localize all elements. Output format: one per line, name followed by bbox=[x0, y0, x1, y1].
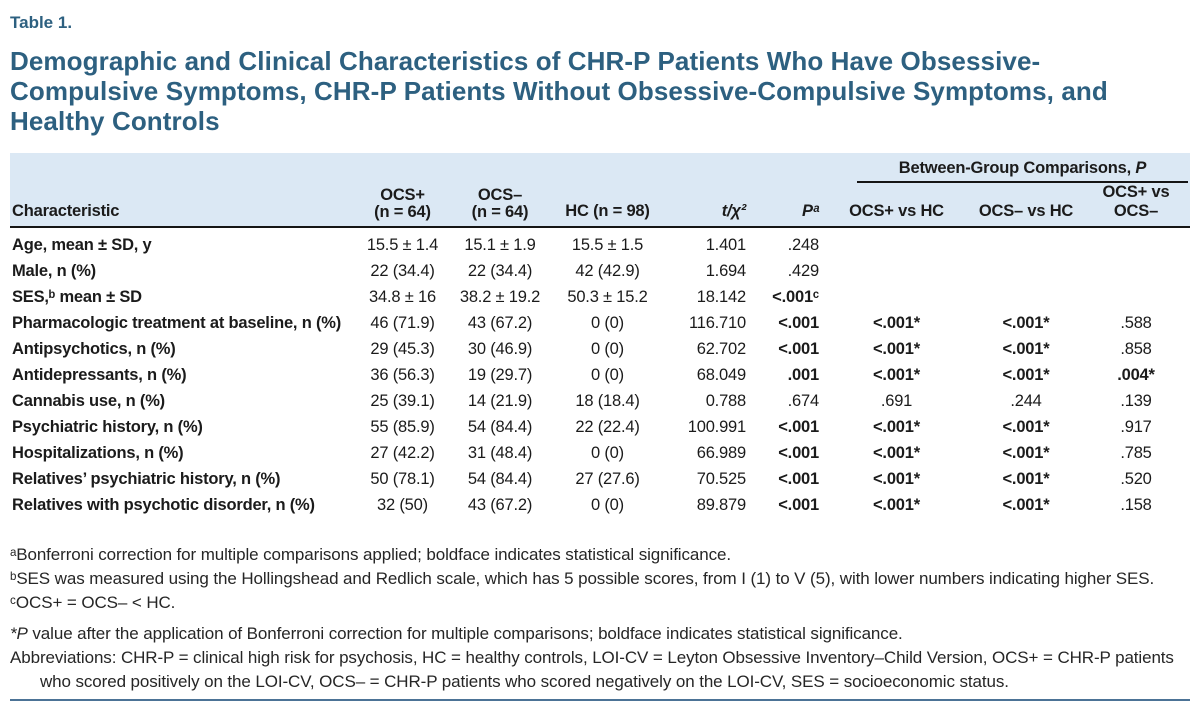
row-label: Relatives’ psychiatric history, n (%) bbox=[12, 469, 281, 488]
cell-p: .674 bbox=[787, 391, 819, 410]
group-header-row bbox=[10, 153, 1190, 183]
cell-t-chi-square: 1.694 bbox=[705, 261, 746, 280]
footnote-a: ᵃBonferroni correction for multiple comparisons applied; boldface indicates statistical significance. bbox=[10, 545, 731, 564]
cell-t-chi-square: 68.049 bbox=[696, 365, 746, 384]
cell-ocs-minus: 43 (67.2) bbox=[467, 495, 533, 514]
cell-ocsminus-vs-hc: <.001* bbox=[1002, 443, 1050, 462]
cell-ocsplus-vs-hc: .691 bbox=[880, 391, 913, 410]
table-body bbox=[10, 227, 1190, 518]
cell-ocsplus-vs-ocsminus bbox=[1082, 284, 1190, 310]
between-group-comparisons-label: Between-Group Comparisons, P bbox=[857, 159, 1188, 183]
cell-ocsminus-vs-hc bbox=[970, 258, 1082, 284]
characteristics-table bbox=[10, 153, 1190, 518]
cell-ocsplus-vs-ocsminus: .158 bbox=[1120, 495, 1152, 514]
table-row bbox=[10, 440, 1190, 466]
cell-t-chi-square: 70.525 bbox=[696, 469, 746, 488]
cell-p: .001 bbox=[787, 365, 819, 384]
cell-ocs-plus: 46 (71.9) bbox=[370, 313, 435, 332]
footnote-abbreviations: Abbreviations: CHR-P = clinical high risk for psychosis, HC = healthy controls, LOI-CV = Leyton Obsessive Inventory–Child Version, OCS+ = CHR-P patients who scored positively on the LOI-CV, OCS– = CHR-P patients who scored negatively on the LOI-CV, SES = socioeconomic status. bbox=[10, 648, 1174, 691]
cell-t-chi-square: 62.702 bbox=[696, 339, 746, 358]
cell-t-chi-square: 100.991 bbox=[687, 417, 746, 436]
row-label: Pharmacologic treatment at baseline, n (%) bbox=[12, 313, 342, 332]
cell-p: <.001ᶜ bbox=[772, 287, 819, 306]
row-label: Relatives with psychotic disorder, n (%) bbox=[12, 495, 315, 514]
cell-ocs-plus: 27 (42.2) bbox=[370, 443, 435, 462]
cell-ocsminus-vs-hc: <.001* bbox=[1002, 495, 1050, 514]
column-header-ocs-plus: OCS+ (n = 64) bbox=[355, 183, 450, 227]
cell-ocsplus-vs-hc: <.001* bbox=[873, 313, 920, 332]
cell-ocsminus-vs-hc: <.001* bbox=[1002, 417, 1050, 436]
cell-ocsplus-vs-ocsminus: .139 bbox=[1120, 391, 1152, 410]
cell-ocsminus-vs-hc bbox=[970, 227, 1082, 258]
table-row bbox=[10, 362, 1190, 388]
row-label: Cannabis use, n (%) bbox=[12, 391, 165, 410]
cell-ocs-minus: 43 (67.2) bbox=[467, 313, 533, 332]
cell-ocsplus-vs-ocsminus: .588 bbox=[1120, 313, 1152, 332]
cell-ocsplus-vs-hc: <.001* bbox=[873, 469, 920, 488]
table-header bbox=[10, 153, 1190, 227]
column-header-ocsminus-vs-hc: OCS– vs HC bbox=[970, 183, 1082, 227]
cell-hc: 42 (42.9) bbox=[575, 261, 640, 280]
table-row bbox=[10, 227, 1190, 258]
cell-t-chi-square: 116.710 bbox=[688, 313, 746, 332]
cell-ocs-plus: 25 (39.1) bbox=[370, 391, 435, 410]
cell-hc: 0 (0) bbox=[591, 313, 624, 332]
table-row bbox=[10, 336, 1190, 362]
cell-hc: 0 (0) bbox=[591, 443, 624, 462]
cell-ocsminus-vs-hc: <.001* bbox=[1002, 339, 1050, 358]
row-label: Antipsychotics, n (%) bbox=[12, 339, 176, 358]
cell-ocs-plus: 34.8 ± 16 bbox=[369, 287, 436, 306]
column-header-ocs-minus: OCS– (n = 64) bbox=[450, 183, 550, 227]
cell-ocs-minus: 14 (21.9) bbox=[467, 391, 533, 410]
table-number-label: Table 1. bbox=[10, 13, 73, 32]
table-row bbox=[10, 284, 1190, 310]
cell-p: <.001 bbox=[778, 469, 819, 488]
cell-ocsminus-vs-hc: <.001* bbox=[1002, 365, 1050, 384]
cell-hc: 22 (22.4) bbox=[575, 417, 640, 436]
cell-hc: 50.3 ± 15.2 bbox=[567, 287, 648, 306]
cell-ocsplus-vs-hc: <.001* bbox=[873, 443, 920, 462]
cell-ocs-minus: 38.2 ± 19.2 bbox=[459, 287, 541, 306]
cell-p: <.001 bbox=[778, 313, 819, 332]
cell-ocsplus-vs-hc: <.001* bbox=[873, 417, 920, 436]
cell-hc: 0 (0) bbox=[591, 495, 624, 514]
column-header-p: Pᵃ bbox=[750, 183, 823, 227]
group-header-spacer bbox=[10, 153, 823, 183]
between-group-comparisons-header bbox=[823, 153, 1190, 183]
cell-t-chi-square: 89.879 bbox=[696, 495, 746, 514]
cell-ocsplus-vs-ocsminus: .917 bbox=[1120, 417, 1152, 436]
cell-t-chi-square: 18.142 bbox=[696, 287, 746, 306]
cell-ocsplus-vs-ocsminus: .520 bbox=[1120, 469, 1152, 488]
column-header-ocsplus-vs-hc: OCS+ vs HC bbox=[823, 183, 970, 227]
cell-p: <.001 bbox=[778, 443, 819, 462]
cell-ocs-plus: 50 (78.1) bbox=[370, 469, 435, 488]
cell-ocsminus-vs-hc: .244 bbox=[1010, 391, 1042, 410]
column-header-row bbox=[10, 183, 1190, 227]
cell-p: <.001 bbox=[778, 339, 819, 358]
column-header-hc: HC (n = 98) bbox=[550, 183, 665, 227]
footnote-asterisk: *P value after the application of Bonferroni correction for multiple comparisons; boldface indicates statistical significance. bbox=[10, 624, 903, 643]
cell-p: <.001 bbox=[778, 495, 819, 514]
cell-ocsplus-vs-hc: <.001* bbox=[873, 339, 920, 358]
cell-ocs-minus: 31 (48.4) bbox=[467, 443, 533, 462]
cell-ocsminus-vs-hc: <.001* bbox=[1002, 469, 1050, 488]
row-label: Hospitalizations, n (%) bbox=[12, 443, 184, 462]
table-row bbox=[10, 388, 1190, 414]
cell-t-chi-square: 0.788 bbox=[705, 391, 746, 410]
table-title-line-1: Demographic and Clinical Characteristics of CHR-P Patients Who Have Obsessive- bbox=[10, 46, 1041, 76]
cell-ocs-minus: 54 (84.4) bbox=[467, 417, 533, 436]
cell-ocsplus-vs-ocsminus: .785 bbox=[1120, 443, 1152, 462]
cell-hc: 27 (27.6) bbox=[575, 469, 640, 488]
cell-ocsplus-vs-ocsminus: .858 bbox=[1120, 339, 1152, 358]
cell-ocs-plus: 55 (85.9) bbox=[370, 417, 435, 436]
cell-p: .429 bbox=[787, 261, 819, 280]
cell-ocsplus-vs-hc bbox=[823, 227, 970, 258]
table-title-line-3: Healthy Controls bbox=[10, 106, 220, 136]
cell-ocs-minus: 15.1 ± 1.9 bbox=[464, 235, 536, 254]
cell-hc: 0 (0) bbox=[591, 339, 624, 358]
table-row bbox=[10, 492, 1190, 518]
row-label: Age, mean ± SD, y bbox=[12, 235, 152, 254]
cell-hc: 0 (0) bbox=[591, 365, 624, 384]
row-label: Male, n (%) bbox=[12, 261, 96, 280]
table-title bbox=[10, 46, 1190, 136]
footnote-b: ᵇSES was measured using the Hollingshead and Redlich scale, which has 5 possible scores, from I (1) to V (5), with lower numbers indicating higher SES. bbox=[10, 569, 1155, 588]
cell-ocs-plus: 29 (45.3) bbox=[370, 339, 435, 358]
cell-p: <.001 bbox=[778, 417, 819, 436]
table-row bbox=[10, 466, 1190, 492]
cell-hc: 15.5 ± 1.5 bbox=[571, 235, 644, 254]
cell-ocs-plus: 32 (50) bbox=[377, 495, 428, 514]
cell-ocsminus-vs-hc bbox=[970, 284, 1082, 310]
table-row bbox=[10, 310, 1190, 336]
table-row bbox=[10, 258, 1190, 284]
cell-ocsplus-vs-ocsminus bbox=[1082, 258, 1190, 284]
cell-ocs-plus: 22 (34.4) bbox=[370, 261, 435, 280]
cell-t-chi-square: 66.989 bbox=[696, 443, 746, 462]
cell-ocs-minus: 30 (46.9) bbox=[467, 339, 533, 358]
cell-ocsplus-vs-hc bbox=[823, 258, 970, 284]
column-header-characteristic: Characteristic bbox=[10, 183, 355, 227]
cell-ocs-minus: 22 (34.4) bbox=[467, 261, 533, 280]
cell-ocsplus-vs-hc: <.001* bbox=[873, 365, 920, 384]
table-row bbox=[10, 414, 1190, 440]
cell-ocs-plus: 36 (56.3) bbox=[370, 365, 435, 384]
table-title-line-2: Compulsive Symptoms, CHR-P Patients Without Obsessive-Compulsive Symptoms, and bbox=[10, 76, 1108, 106]
footnote-c: ᶜOCS+ = OCS– < HC. bbox=[10, 593, 176, 612]
cell-p: .248 bbox=[787, 235, 819, 254]
cell-ocsminus-vs-hc: <.001* bbox=[1002, 313, 1050, 332]
table-footnotes bbox=[10, 543, 1190, 694]
column-header-t-chi-square: t/χ² bbox=[665, 183, 750, 227]
row-label: SES,ᵇ mean ± SD bbox=[12, 287, 142, 306]
cell-ocs-minus: 54 (84.4) bbox=[467, 469, 533, 488]
cell-ocs-plus: 15.5 ± 1.4 bbox=[366, 235, 439, 254]
cell-t-chi-square: 1.401 bbox=[705, 235, 746, 254]
cell-hc: 18 (18.4) bbox=[575, 391, 640, 410]
row-label: Antidepressants, n (%) bbox=[12, 365, 187, 384]
cell-ocsplus-vs-hc: <.001* bbox=[873, 495, 920, 514]
cell-ocsplus-vs-ocsminus: .004* bbox=[1117, 365, 1155, 384]
column-header-ocsplus-vs-ocsminus: OCS+ vs OCS– bbox=[1082, 183, 1190, 227]
cell-ocs-minus: 19 (29.7) bbox=[467, 365, 533, 384]
cell-ocsplus-vs-ocsminus bbox=[1082, 227, 1190, 258]
cell-ocsplus-vs-hc bbox=[823, 284, 970, 310]
bottom-rule-divider bbox=[10, 699, 1190, 701]
row-label: Psychiatric history, n (%) bbox=[12, 417, 203, 436]
